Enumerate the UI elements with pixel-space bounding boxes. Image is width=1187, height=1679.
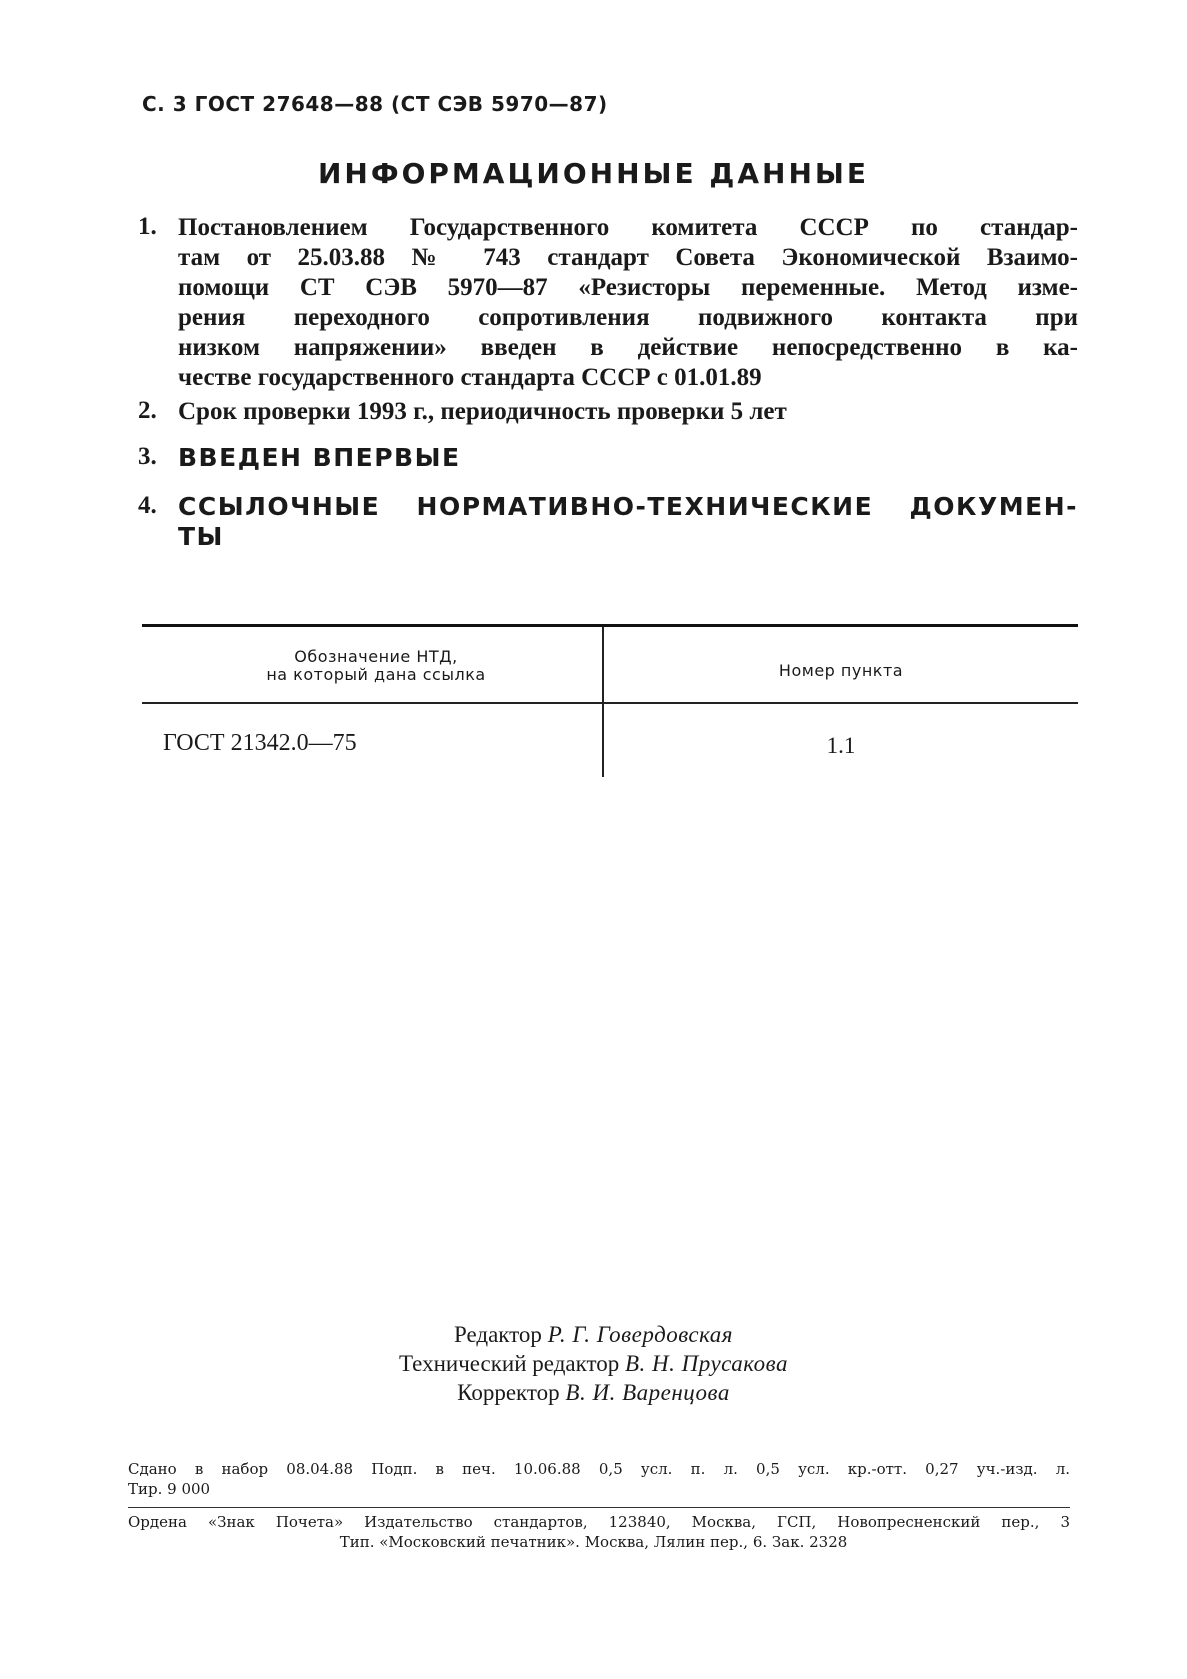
page-header: С. 3 ГОСТ 27648—88 (СТ СЭВ 5970—87) bbox=[142, 92, 608, 116]
imprint-print-info: Сдано в набор 08.04.88 Подп. в печ. 10.06.88 0,5 усл. п. л. 0,5 усл. кр.-отт. 0,27 уч.-изд. л. bbox=[128, 1460, 1070, 1478]
item-4-line: ТЫ bbox=[178, 522, 224, 551]
item-1-line: Постановлением Государственного комитета СССР по стандар- bbox=[178, 214, 1078, 241]
section-title: ИНФОРМАЦИОННЫЕ ДАННЫЕ bbox=[317, 157, 870, 190]
item-1-line: честве государственного стандарта СССР с 01.01.89 bbox=[178, 364, 762, 391]
credit-proofreader bbox=[0, 1378, 1187, 1407]
item-1-line: там от 25.03.88 № 743 стандарт Совета Экономической Взаимо- bbox=[178, 244, 1078, 271]
imprint-rule bbox=[128, 1507, 1070, 1508]
credit-editor bbox=[0, 1320, 1187, 1349]
table-top-rule bbox=[142, 624, 1078, 627]
item-4-line: ССЫЛОЧНЫЕ НОРМАТИВНО-ТЕХНИЧЕСКИЕ ДОКУМЕН- bbox=[178, 492, 1078, 521]
imprint-circulation: Тир. 9 000 bbox=[128, 1480, 211, 1498]
item-1-number: 1. bbox=[138, 213, 157, 240]
credits bbox=[0, 1320, 1187, 1407]
item-1-line: низком напряжении» введен в действие непосредственно в ка- bbox=[178, 334, 1078, 361]
imprint-printer: Тип. «Московский печатник». Москва, Лялин пер., 6. Зак. 2328 bbox=[339, 1533, 848, 1551]
item-2-number: 2. bbox=[138, 397, 157, 424]
credit-name: Р. Г. Говердовская bbox=[547, 1322, 733, 1347]
item-1-line: рения переходного сопротивления подвижного контакта при bbox=[178, 304, 1078, 331]
table-cell-ntd: ГОСТ 21342.0—75 bbox=[163, 730, 357, 756]
table-header-ntd bbox=[150, 648, 602, 684]
table-header-ntd-line: на который дана ссылка bbox=[266, 665, 486, 684]
credit-role: Редактор bbox=[454, 1322, 542, 1347]
credit-name: В. И. Варенцова bbox=[565, 1380, 730, 1405]
table-cell-clause: 1.1 bbox=[826, 733, 856, 758]
imprint-publisher: Ордена «Знак Почета» Издательство стандартов, 123840, Москва, ГСП, Новопресненский пер., 3 bbox=[128, 1513, 1070, 1531]
credit-role: Технический редактор bbox=[399, 1351, 620, 1376]
credit-name: В. Н. Прусакова bbox=[624, 1351, 788, 1376]
table-header-clause: Номер пункта bbox=[778, 661, 904, 680]
item-4-number: 4. bbox=[138, 492, 157, 519]
credit-role: Корректор bbox=[457, 1380, 560, 1405]
item-1-line: помощи СТ СЭВ 5970—87 «Резисторы переменные. Метод изме- bbox=[178, 274, 1078, 301]
table-header-rule bbox=[142, 702, 1078, 704]
item-4-text bbox=[178, 492, 1078, 552]
item-3-text: ВВЕДЕН ВПЕРВЫЕ bbox=[178, 443, 461, 472]
item-2-text: Срок проверки 1993 г., периодичность проверки 5 лет bbox=[178, 398, 787, 425]
credit-tech-editor bbox=[0, 1349, 1187, 1378]
item-3-number: 3. bbox=[138, 443, 157, 470]
table-header-ntd-line: Обозначение НТД, bbox=[294, 647, 458, 666]
item-1-text bbox=[178, 213, 1078, 393]
